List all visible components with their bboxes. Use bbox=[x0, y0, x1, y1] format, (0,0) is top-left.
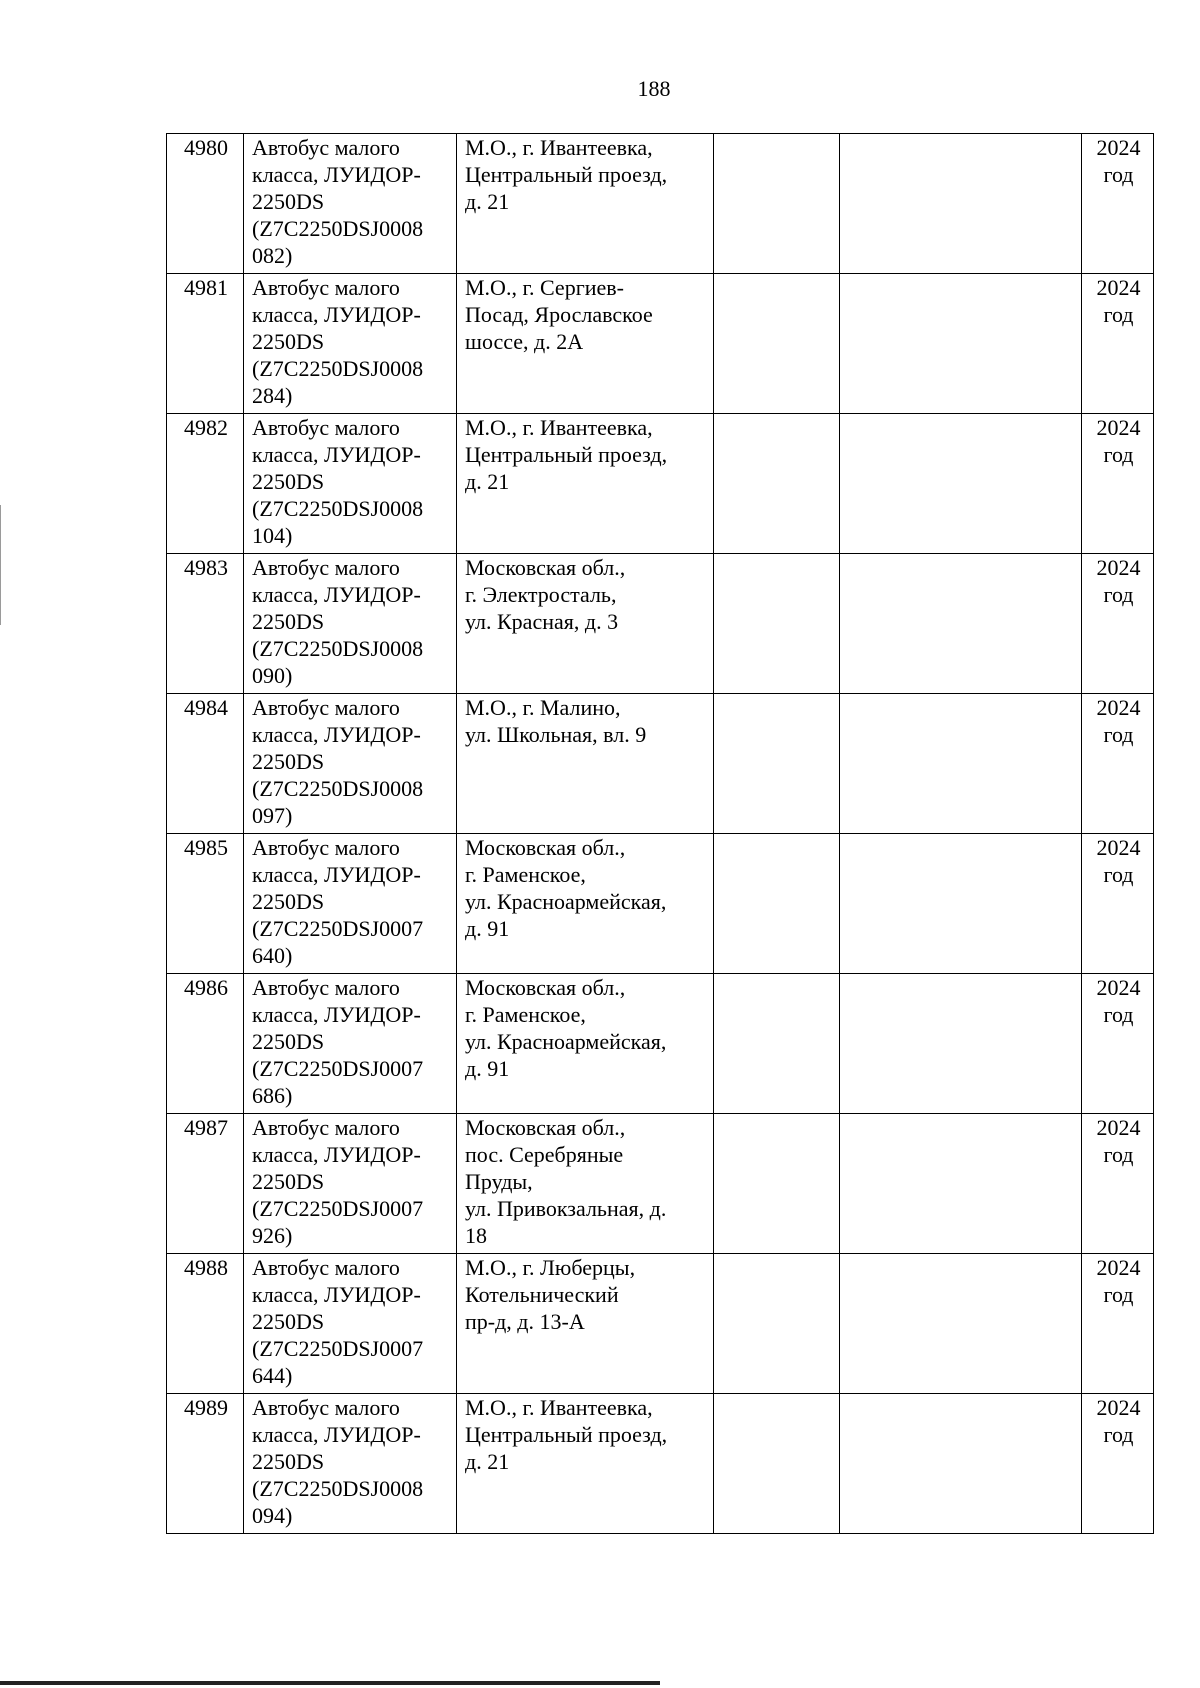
vehicle-line: Автобус малого bbox=[252, 1395, 400, 1420]
vehicle-line: (Z7C2250DSJ0007 bbox=[252, 1056, 424, 1081]
vehicle-line: Автобус малого bbox=[252, 695, 400, 720]
year-line: 2024 bbox=[1096, 975, 1141, 1000]
address-line: д. 21 bbox=[465, 189, 510, 214]
vehicle-cell bbox=[244, 974, 457, 1114]
address-line: Котельнический bbox=[465, 1282, 619, 1307]
vehicle-line: 2250DS bbox=[252, 1029, 325, 1054]
address-cell bbox=[457, 274, 714, 414]
empty-cell bbox=[840, 1254, 1082, 1394]
address-line: д. 21 bbox=[465, 469, 510, 494]
year-line: 2024 bbox=[1096, 415, 1141, 440]
empty-cell bbox=[714, 134, 840, 274]
vehicle-line: класса, ЛУИДОР- bbox=[252, 442, 421, 467]
vehicle-line: Автобус малого bbox=[252, 135, 400, 160]
year-line: год bbox=[1103, 162, 1134, 187]
year-cell bbox=[1082, 1254, 1154, 1394]
address-line: г. Раменское, bbox=[465, 862, 586, 887]
row-number-cell: 4989 bbox=[167, 1394, 244, 1534]
address-line: д. 91 bbox=[465, 916, 510, 941]
year-line: 2024 bbox=[1096, 1255, 1141, 1280]
table-row bbox=[167, 274, 1154, 414]
year-line: год bbox=[1103, 1282, 1134, 1307]
row-number-cell: 4981 bbox=[167, 274, 244, 414]
page-number: 188 bbox=[637, 76, 671, 101]
year-line: год bbox=[1103, 302, 1134, 327]
vehicle-line: 2250DS bbox=[252, 1309, 325, 1334]
year-line: 2024 bbox=[1096, 835, 1141, 860]
row-number-cell: 4985 bbox=[167, 834, 244, 974]
vehicle-line: класса, ЛУИДОР- bbox=[252, 1282, 421, 1307]
vehicle-cell bbox=[244, 274, 457, 414]
vehicle-line: (Z7C2250DSJ0008 bbox=[252, 496, 424, 521]
vehicle-line: 640) bbox=[252, 943, 293, 968]
empty-cell bbox=[840, 414, 1082, 554]
vehicle-line: класса, ЛУИДОР- bbox=[252, 862, 421, 887]
address-line: М.О., г. Люберцы, bbox=[465, 1255, 636, 1280]
address-line: Московская обл., bbox=[465, 555, 626, 580]
vehicle-line: (Z7C2250DSJ0007 bbox=[252, 1196, 424, 1221]
vehicle-cell bbox=[244, 134, 457, 274]
address-cell bbox=[457, 694, 714, 834]
address-line: М.О., г. Ивантеевка, bbox=[465, 1395, 653, 1420]
address-cell bbox=[457, 974, 714, 1114]
vehicle-line: 284) bbox=[252, 383, 293, 408]
vehicle-line: 686) bbox=[252, 1083, 293, 1108]
empty-cell bbox=[714, 834, 840, 974]
empty-cell bbox=[840, 694, 1082, 834]
address-line: ул. Привокзальная, д. bbox=[465, 1196, 667, 1221]
vehicle-line: 082) bbox=[252, 243, 293, 268]
year-line: год bbox=[1103, 582, 1134, 607]
year-line: 2024 bbox=[1096, 555, 1141, 580]
year-cell bbox=[1082, 134, 1154, 274]
vehicle-cell bbox=[244, 694, 457, 834]
address-line: М.О., г. Малино, bbox=[465, 695, 621, 720]
vehicle-line: (Z7C2250DSJ0007 bbox=[252, 916, 424, 941]
vehicle-line: 097) bbox=[252, 803, 293, 828]
vehicle-line: класса, ЛУИДОР- bbox=[252, 1422, 421, 1447]
table-row bbox=[167, 694, 1154, 834]
year-cell bbox=[1082, 834, 1154, 974]
address-line: Московская обл., bbox=[465, 975, 626, 1000]
empty-cell bbox=[714, 694, 840, 834]
vehicle-line: 2250DS bbox=[252, 1449, 325, 1474]
address-line: Центральный проезд, bbox=[465, 442, 668, 467]
year-line: 2024 bbox=[1096, 1115, 1141, 1140]
vehicle-line: (Z7C2250DSJ0008 bbox=[252, 216, 424, 241]
address-line: Московская обл., bbox=[465, 1115, 626, 1140]
vehicle-line: (Z7C2250DSJ0008 bbox=[252, 356, 424, 381]
vehicle-line: класса, ЛУИДОР- bbox=[252, 582, 421, 607]
scan-bottom-edge bbox=[0, 1681, 660, 1685]
vehicle-line: 094) bbox=[252, 1503, 293, 1528]
table-row bbox=[167, 1114, 1154, 1254]
vehicle-line: Автобус малого bbox=[252, 975, 400, 1000]
year-line: 2024 bbox=[1096, 695, 1141, 720]
vehicle-line: Автобус малого bbox=[252, 415, 400, 440]
address-line: Московская обл., bbox=[465, 835, 626, 860]
address-line: Центральный проезд, bbox=[465, 162, 668, 187]
empty-cell bbox=[840, 834, 1082, 974]
year-cell bbox=[1082, 274, 1154, 414]
table-row bbox=[167, 134, 1154, 274]
empty-cell bbox=[714, 274, 840, 414]
vehicle-line: Автобус малого bbox=[252, 275, 400, 300]
address-cell bbox=[457, 1394, 714, 1534]
row-number-cell: 4987 bbox=[167, 1114, 244, 1254]
address-cell bbox=[457, 414, 714, 554]
vehicle-line: (Z7C2250DSJ0008 bbox=[252, 1476, 424, 1501]
vehicle-line: класса, ЛУИДОР- bbox=[252, 1142, 421, 1167]
vehicle-cell bbox=[244, 1394, 457, 1534]
vehicle-line: 926) bbox=[252, 1223, 293, 1248]
empty-cell bbox=[714, 554, 840, 694]
year-line: год bbox=[1103, 862, 1134, 887]
vehicle-register-table bbox=[166, 133, 1154, 1534]
vehicle-line: 2250DS bbox=[252, 749, 325, 774]
vehicle-line: класса, ЛУИДОР- bbox=[252, 302, 421, 327]
empty-cell bbox=[840, 974, 1082, 1114]
address-line: г. Раменское, bbox=[465, 1002, 586, 1027]
vehicle-line: Автобус малого bbox=[252, 835, 400, 860]
vehicle-line: класса, ЛУИДОР- bbox=[252, 1002, 421, 1027]
year-cell bbox=[1082, 1394, 1154, 1534]
empty-cell bbox=[840, 1114, 1082, 1254]
address-line: Центральный проезд, bbox=[465, 1422, 668, 1447]
vehicle-line: (Z7C2250DSJ0008 bbox=[252, 776, 424, 801]
address-cell bbox=[457, 1254, 714, 1394]
vehicle-line: (Z7C2250DSJ0008 bbox=[252, 636, 424, 661]
vehicle-cell bbox=[244, 1114, 457, 1254]
register-body bbox=[167, 134, 1154, 1534]
table-row bbox=[167, 554, 1154, 694]
year-line: год bbox=[1103, 1002, 1134, 1027]
row-number-cell: 4983 bbox=[167, 554, 244, 694]
empty-cell bbox=[714, 1114, 840, 1254]
address-line: М.О., г. Ивантеевка, bbox=[465, 135, 653, 160]
vehicle-line: Автобус малого bbox=[252, 555, 400, 580]
empty-cell bbox=[840, 554, 1082, 694]
vehicle-line: 2250DS bbox=[252, 189, 325, 214]
table-row bbox=[167, 1254, 1154, 1394]
empty-cell bbox=[840, 274, 1082, 414]
address-cell bbox=[457, 554, 714, 694]
vehicle-line: 2250DS bbox=[252, 889, 325, 914]
address-line: ул. Школьная, вл. 9 bbox=[465, 722, 647, 747]
address-line: 18 bbox=[465, 1223, 487, 1248]
year-line: 2024 bbox=[1096, 135, 1141, 160]
address-line: ул. Красноармейская, bbox=[465, 1029, 667, 1054]
year-cell bbox=[1082, 554, 1154, 694]
empty-cell bbox=[840, 1394, 1082, 1534]
vehicle-line: 104) bbox=[252, 523, 293, 548]
row-number-cell: 4984 bbox=[167, 694, 244, 834]
vehicle-cell bbox=[244, 834, 457, 974]
vehicle-cell bbox=[244, 414, 457, 554]
empty-cell bbox=[714, 974, 840, 1114]
vehicle-line: 2250DS bbox=[252, 609, 325, 634]
address-cell bbox=[457, 834, 714, 974]
vehicle-cell bbox=[244, 554, 457, 694]
address-cell bbox=[457, 1114, 714, 1254]
address-line: шоссе, д. 2А bbox=[465, 329, 584, 354]
address-line: ул. Красноармейская, bbox=[465, 889, 667, 914]
vehicle-line: 2250DS bbox=[252, 329, 325, 354]
vehicle-cell bbox=[244, 1254, 457, 1394]
row-number-cell: 4986 bbox=[167, 974, 244, 1114]
address-line: М.О., г. Ивантеевка, bbox=[465, 415, 653, 440]
vehicle-line: Автобус малого bbox=[252, 1115, 400, 1140]
year-line: год bbox=[1103, 1422, 1134, 1447]
address-line: ул. Красная, д. 3 bbox=[465, 609, 619, 634]
year-line: год bbox=[1103, 442, 1134, 467]
table-row bbox=[167, 1394, 1154, 1534]
empty-cell bbox=[840, 134, 1082, 274]
table-row bbox=[167, 974, 1154, 1114]
year-line: 2024 bbox=[1096, 275, 1141, 300]
vehicle-line: класса, ЛУИДОР- bbox=[252, 162, 421, 187]
address-cell bbox=[457, 134, 714, 274]
scan-edge-mark bbox=[0, 505, 1, 625]
row-number-cell: 4982 bbox=[167, 414, 244, 554]
year-cell bbox=[1082, 1114, 1154, 1254]
vehicle-line: Автобус малого bbox=[252, 1255, 400, 1280]
vehicle-line: 2250DS bbox=[252, 469, 325, 494]
year-line: 2024 bbox=[1096, 1395, 1141, 1420]
address-line: д. 21 bbox=[465, 1449, 510, 1474]
table-row bbox=[167, 834, 1154, 974]
address-line: М.О., г. Сергиев- bbox=[465, 275, 624, 300]
vehicle-line: (Z7C2250DSJ0007 bbox=[252, 1336, 424, 1361]
vehicle-line: 090) bbox=[252, 663, 293, 688]
empty-cell bbox=[714, 414, 840, 554]
address-line: Посад, Ярославское bbox=[465, 302, 653, 327]
empty-cell bbox=[714, 1254, 840, 1394]
address-line: пос. Серебряные bbox=[465, 1142, 624, 1167]
vehicle-line: 2250DS bbox=[252, 1169, 325, 1194]
year-line: год bbox=[1103, 1142, 1134, 1167]
vehicle-line: класса, ЛУИДОР- bbox=[252, 722, 421, 747]
address-line: д. 91 bbox=[465, 1056, 510, 1081]
year-cell bbox=[1082, 694, 1154, 834]
year-cell bbox=[1082, 974, 1154, 1114]
address-line: пр-д, д. 13-А bbox=[465, 1309, 585, 1334]
table-row bbox=[167, 414, 1154, 554]
address-line: Пруды, bbox=[465, 1169, 533, 1194]
year-cell bbox=[1082, 414, 1154, 554]
year-line: год bbox=[1103, 722, 1134, 747]
address-line: г. Электросталь, bbox=[465, 582, 617, 607]
vehicle-line: 644) bbox=[252, 1363, 293, 1388]
empty-cell bbox=[714, 1394, 840, 1534]
row-number-cell: 4980 bbox=[167, 134, 244, 274]
row-number-cell: 4988 bbox=[167, 1254, 244, 1394]
